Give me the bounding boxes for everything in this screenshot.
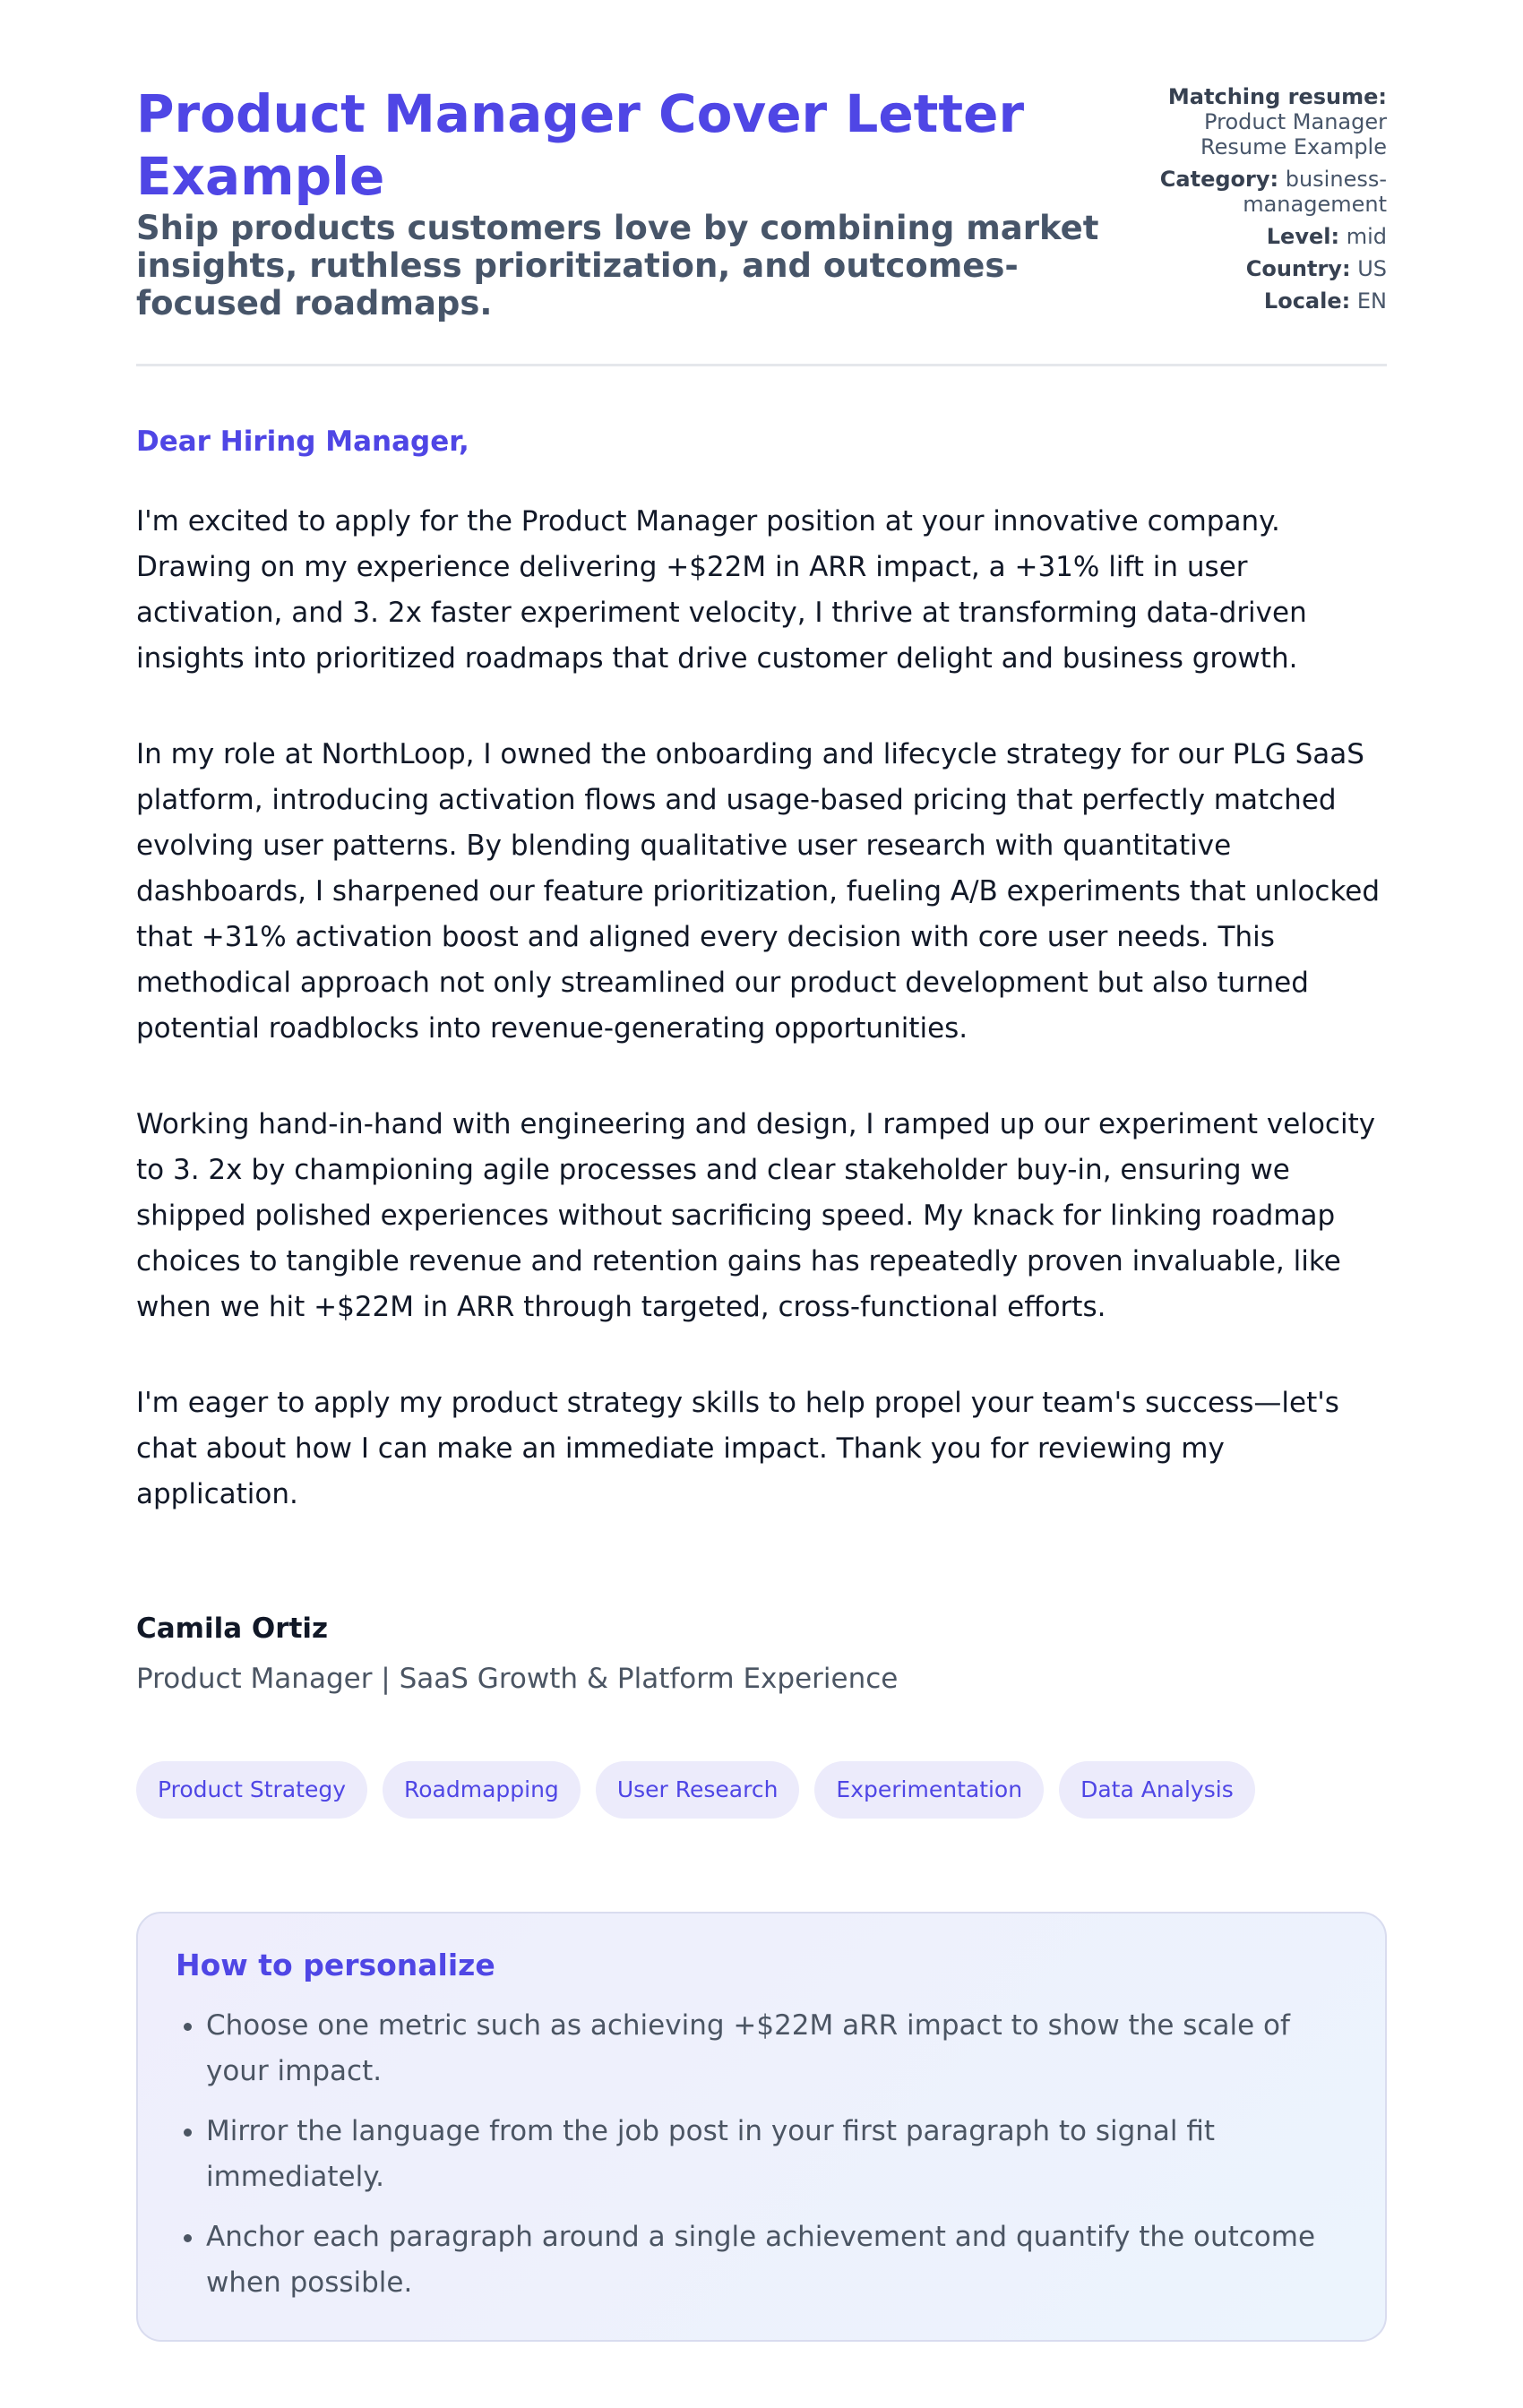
signature-name: Camila Ortiz	[136, 1612, 329, 1645]
meta-country	[1118, 256, 1387, 281]
letter-paragraph-3: Working hand-in-hand with engineering and design, I ramped up our experiment velocity to 3. 2x by championing agile processes and clear stakeholder buy-in, ensuring we shipped polished experiences without sacrificing speed. My knack for linking roadmap choices to tangible revenue and retention gains has repeatedly proven invaluable, like when we hit +$22M in ARR through targeted, cross-functional efforts.	[136, 1108, 1376, 1323]
letter-paragraph-1: I'm excited to apply for the Product Manager position at your innovative company. Drawing on my experience delivering +$22M in ARR impact, a +31% lift in user activation, and 3. 2x faster experiment velocity, I thrive at transforming data-driven insights into prioritized roadmaps that drive customer delight and business growth.	[136, 505, 1307, 675]
meta-locale-value: EN	[1356, 288, 1387, 314]
meta-category	[1118, 167, 1387, 217]
meta-matching-resume-value: Product Manager Resume Example	[1200, 109, 1387, 159]
skill-tag-experimentation[interactable]: Experimentation	[814, 1761, 1044, 1819]
meta-level-label: Level:	[1266, 224, 1340, 249]
meta-country-label: Country:	[1245, 256, 1351, 281]
page-title: Product Manager Cover Letter Example	[136, 83, 1025, 207]
skill-tag-product-strategy[interactable]: Product Strategy	[136, 1761, 367, 1819]
signature-block	[136, 1611, 1387, 1697]
tip-item: • Mirror the language from the job post in your first paragraph to signal fit immediately.	[206, 2109, 1347, 2200]
meta-panel	[1118, 84, 1387, 321]
page-header	[136, 0, 1387, 366]
letter-body	[136, 424, 1387, 1518]
letter-paragraph-4: I'm eager to apply my product strategy skills to help propel your team's success—let's chat about how I can make an immediate impact. Thank you for reviewing my application.	[136, 1387, 1339, 1510]
meta-category-value: business-management	[1243, 167, 1387, 217]
meta-level-value: mid	[1346, 224, 1387, 249]
tip-item: • Choose one metric such as achieving +$22M aRR impact to show the scale of your impact.	[206, 2003, 1347, 2094]
letter-paragraph-2: In my role at NorthLoop, I owned the onboarding and lifecycle strategy for our PLG SaaS platform, introducing activation flows and usage-based pricing that perfectly matched evolving user patterns. By blending qualitative user research with quantitative dashboards, I sharpened our feature prioritization, fueling A/B experiments that unlocked that +31% activation boost and aligned every decision with core user needs. This methodical approach not only streamlined our product development but also turned potential roadblocks into revenue-generating opportunities.	[136, 738, 1381, 1045]
meta-locale-label: Locale:	[1263, 288, 1351, 314]
title-block	[136, 82, 1104, 322]
skill-tag-user-research[interactable]: User Research	[596, 1761, 800, 1819]
skill-tags	[136, 1761, 1387, 1819]
meta-category-label: Category:	[1159, 167, 1279, 192]
meta-matching-resume	[1118, 84, 1387, 159]
tips-title: How to personalize	[176, 1948, 495, 1982]
tips-list	[176, 2003, 1347, 2306]
meta-country-value: US	[1357, 256, 1387, 281]
page-subtitle: Ship products customers love by combining market insights, ruthless prioritization, and outcomes-focused roadmaps.	[136, 209, 1099, 322]
meta-matching-resume-label: Matching resume:	[1167, 84, 1387, 109]
skill-tag-data-analysis[interactable]: Data Analysis	[1059, 1761, 1255, 1819]
tip-item: • Anchor each paragraph around a single achievement and quantify the outcome when possible.	[206, 2214, 1347, 2306]
skill-tag-roadmapping[interactable]: Roadmapping	[383, 1761, 581, 1819]
greeting: Dear Hiring Manager,	[136, 426, 469, 458]
personalize-tips-card	[136, 1912, 1387, 2342]
meta-level	[1118, 224, 1387, 249]
signature-title: Product Manager | SaaS Growth & Platform Experience	[136, 1663, 899, 1695]
meta-locale	[1118, 288, 1387, 314]
